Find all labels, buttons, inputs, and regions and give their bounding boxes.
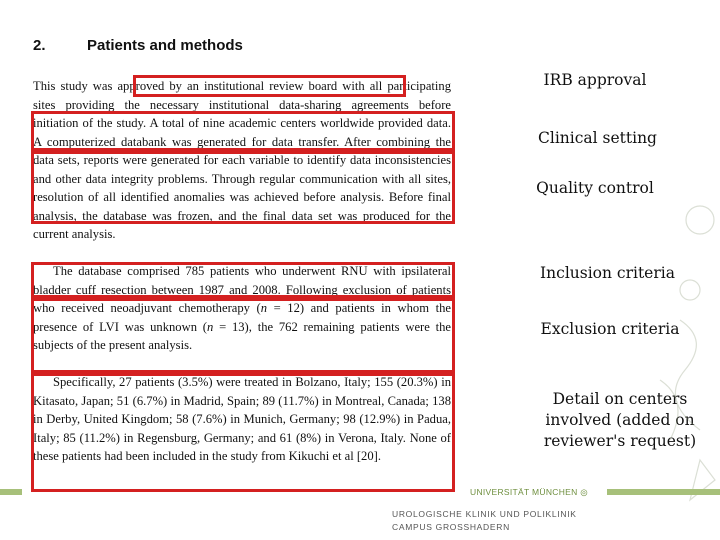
highlight-box-exclusion <box>31 298 455 373</box>
annotation-quality-control: Quality control <box>536 179 654 197</box>
n-symbol-2: n <box>206 319 214 334</box>
annotation-clinical-setting: Clinical setting <box>538 129 657 147</box>
highlight-box-center-details <box>31 373 455 492</box>
footer-rule <box>0 489 720 495</box>
clinic-line-1: UROLOGISCHE KLINIK UND POLIKLINIK <box>392 509 577 519</box>
cohort-text-3: = 13), the 762 remaining patients were the subjects of the present analysis. <box>33 319 452 352</box>
annotation-irb-approval: IRB approval <box>543 71 647 89</box>
clinic-name <box>392 508 577 534</box>
paragraph-center-details: Specifically, 27 patients (3.5%) were treated in Bolzano, Italy; 155 (20.3%) in Kitasato, Japan; 51 (6.7%) in Madrid, Spain; 89 (11.7%) in Montreal, Canada; 138 in Derby, United Kingdom; 58 (7.6%) in Munich, Germany; 98 (12.9%) in Padua, Italy; 85 (11.2%) in Regensburg, Germany; and 61 (8%) in Verona, Italy. None of these patients had been included in the study from Kikuchi et al [20]. <box>33 375 451 463</box>
footer-rule-left <box>0 489 22 495</box>
n-symbol-1: n <box>260 301 268 315</box>
footer-rule-right <box>607 489 720 495</box>
university-name: UNIVERSITÄT MÜNCHEN ◎ <box>470 487 588 497</box>
clinic-line-2: CAMPUS GROSSHADERN <box>392 522 510 532</box>
seal-icon: ◎ <box>580 487 588 497</box>
section-title: Patients and methods <box>87 37 243 54</box>
section-number: 2. <box>33 37 46 54</box>
annotation-center-details: Detail on centers involved (added on reviewer's request) <box>543 390 697 450</box>
highlight-box-clinical-setting <box>31 111 455 151</box>
highlight-box-irb <box>133 75 406 97</box>
section-heading <box>33 37 243 54</box>
cohort-text-1: The database comprised 785 patients who underwent RNU with ipsilateral bladder cuff resection between 1987 and 2008. Following exclusion of patients who received neoadjuvant chemotherapy ( <box>33 264 451 315</box>
cohort-text-2: = 12) and patients in whom the presence of LVI was unknown ( <box>33 301 451 334</box>
annotation-inclusion-criteria: Inclusion criteria <box>540 264 675 282</box>
decorative-ornament <box>630 180 720 540</box>
highlight-box-inclusion <box>31 262 455 298</box>
annotation-exclusion-criteria: Exclusion criteria <box>540 320 680 338</box>
paragraph-study-overview: This study was approved by an institutional review board with all participating sites providing the necessary institutional data-sharing agreements before initiation of the study. A total of nine academic centers worldwide provided data. A computerized databank was generated for data transfer. After combining the data sets, reports were generated for each variable to identify data inconsistencies and other data integrity problems. Through regular communication with all sites, resolution of all identified anomalies was achieved before analysis. Before final analysis, the database was frozen, and the final data set was produced for the current analysis. <box>33 79 451 241</box>
highlight-box-quality-control <box>31 151 455 224</box>
